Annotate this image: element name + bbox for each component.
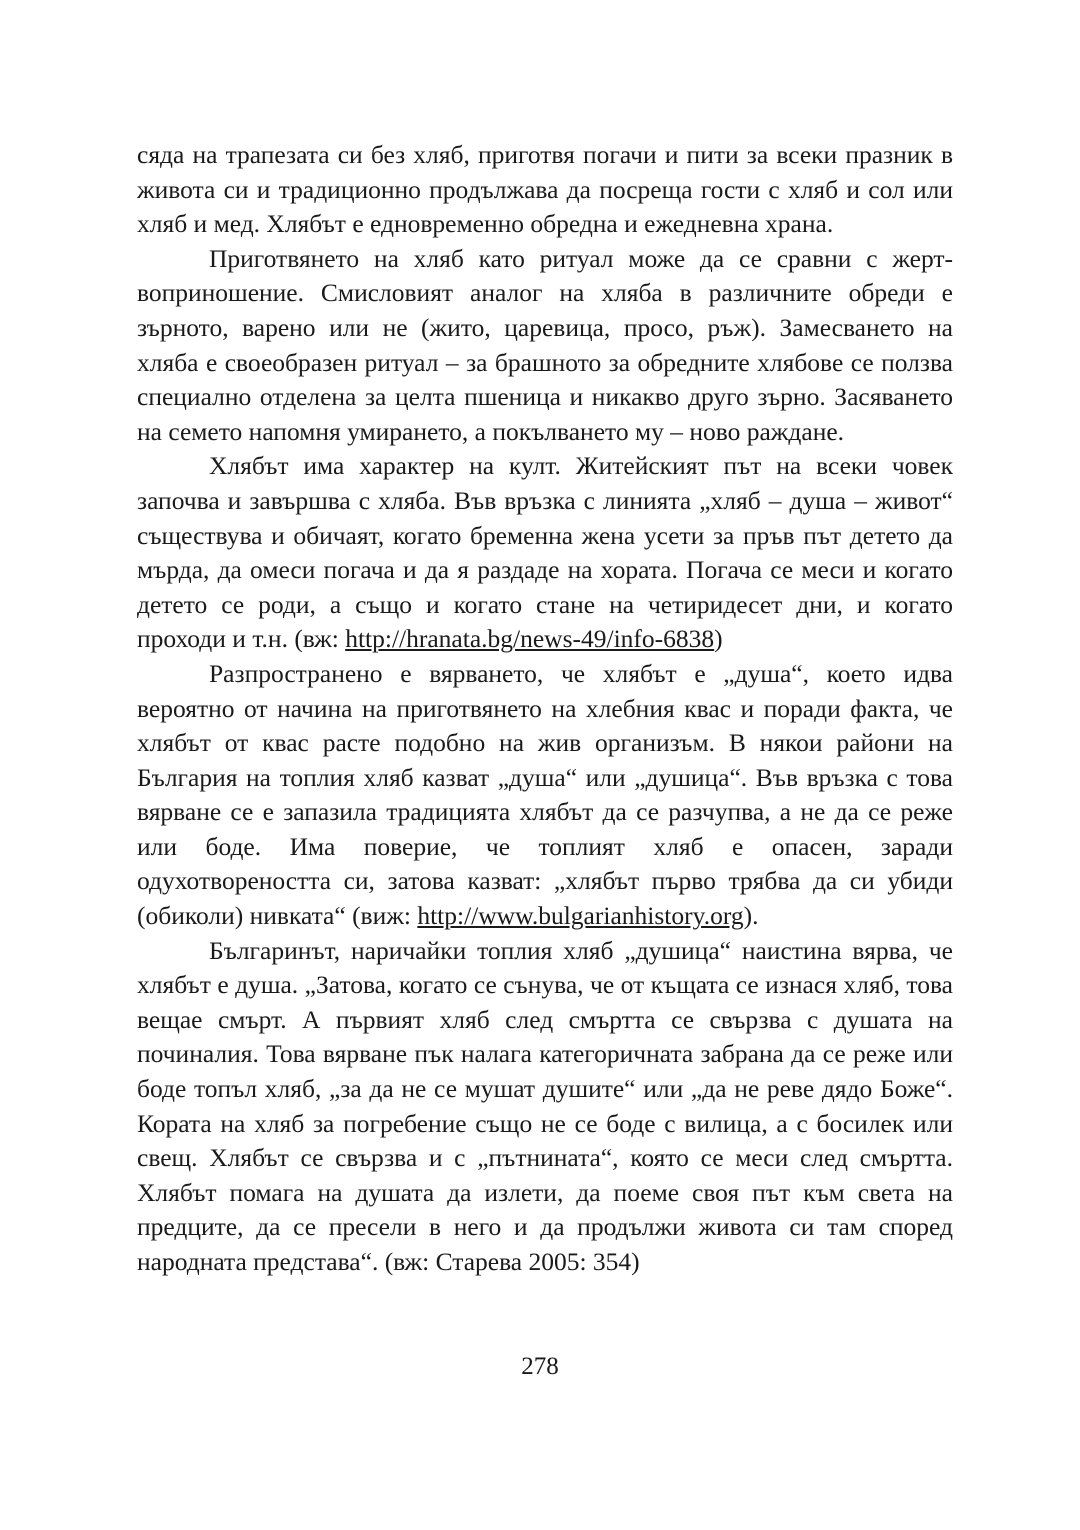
paragraph-4-tail: ). — [743, 901, 759, 931]
paragraph-4-text: Разпространено е вярването, че хлябът е „душа“, което идва вероятно от начина на приготвянето на хлебния квас и поради факта, че хлябът от квас расте подобно на жив организъм. В някои райони на България на топлия хляб казват „душа“ или „душица“. Във връзка с това вярване се е запазила традицията хлябът да се разчупва, а не да се реже или боде. Има поверие, че топлият хляб е опасен, заради одухотвореността си, затова казват: „хлябът първо трябва да си убиди (обиколи) нивката“ (виж: — [137, 658, 953, 931]
hranata-link[interactable]: http://hranata.bg/news-49/info-6838 — [345, 624, 715, 654]
bulgarianhistory-link[interactable]: http://www.bulgarianhistory.org — [417, 901, 744, 931]
paragraph-5: Българинът, наричайки топлия хляб „душица“ наистина вярва, че хлябът е душа. „Затова, когато се сънува, че от къщата се изнася хляб, това вещае смърт. А първият хляб след смъртта се свързва с душата на починалия. Това вярване пък налага категоричната забрана да се реже или боде топъл хляб, „за да не се мушат душите“ или „да не реве дядо Боже“. Кората на хляб за погребение също не се боде с вилица, а с босилек или свещ. Хлябът се свързва и с „пътнината“, която се меси след смъртта. Хлябът помага на душата да излети, да поеме своя път към света на предците, да се пресели в него и да продължи живота си там според народната представа“. (вж: Старева 2005: 354) — [137, 935, 953, 1276]
paragraph-3-tail: ) — [714, 624, 723, 654]
paragraph-1: сяда на трапезата си без хляб, приготвя погачи и пити за всеки празник в живота си и традиционно продължава да посреща гости с хляб и сол или хляб и мед. Хлябът е едновременно обредна и ежедневна храна. — [137, 140, 953, 239]
paragraph-3-text: Хлябът има характер на култ. Житейският път на всеки човек започва и завършва с хляба. Във връзка с линията „хляб – душа – живот“ съществува и обичаят, когато бременна жена усети за пръв път детето да мърда, да омеси погача и да я раздаде на хората. Погача се меси и когато детето се роди, а също и когато стане на четиридесет дни, и когато проходи и т.н. (вж: — [137, 451, 953, 654]
paragraph-2: Приготвянето на хляб като ритуал може да се сравни с жертвоприношение. Смисловият аналог на хляба в различните обреди е зърното, варено или не (жито, царевица, просо, ръж). Замесването на хляба е своеобразен ритуал – за брашното за обредните хлябове се ползва специално отделена за целта пшеница и никакво друго зърно. Засяването на семето напомня умирането, а покълването му – ново раждане. — [137, 243, 953, 446]
paragraph-3 — [137, 449, 953, 657]
page-body — [137, 138, 953, 1280]
page-number: 278 — [521, 1353, 559, 1380]
paragraph-4 — [137, 657, 953, 934]
